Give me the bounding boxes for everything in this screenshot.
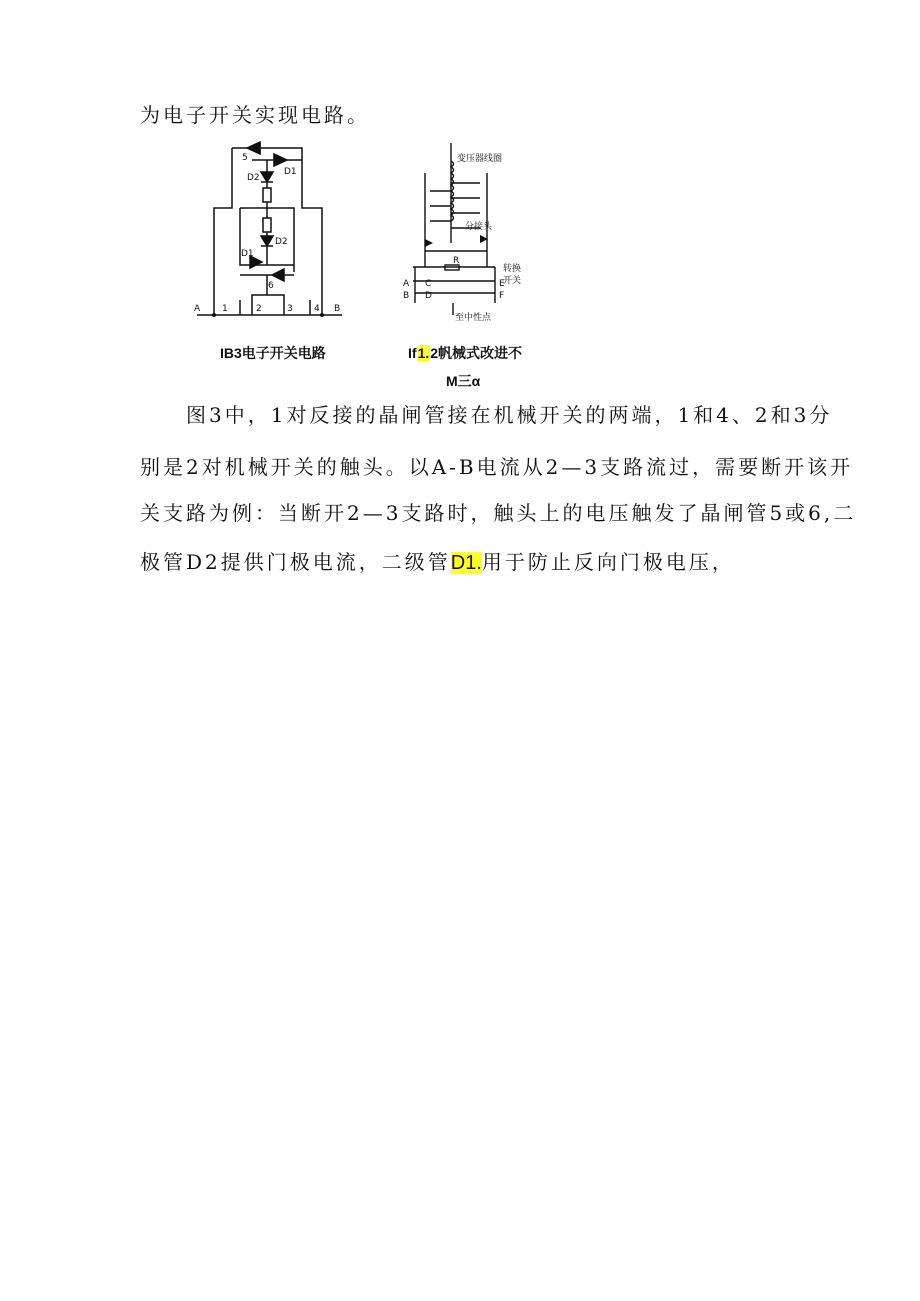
figure-right-caption-line2: M三α <box>446 373 481 389</box>
label-3: 3 <box>287 304 293 314</box>
label-C: C <box>425 279 432 289</box>
label-A: A <box>403 279 410 289</box>
label-switch-1: 转换 <box>503 264 522 274</box>
label-2: 2 <box>256 304 262 314</box>
figure-tap-changer <box>395 143 535 325</box>
caption-prefix: If <box>408 345 417 361</box>
paragraph-line-3: 关支路为例：当断开2—3支路时，触头上的电压触发了晶闸管5或6,二 <box>140 501 857 525</box>
line4-highlight: D1. <box>450 552 482 574</box>
label-E: E <box>499 279 505 289</box>
label-d1-bottom: D1 <box>241 249 254 259</box>
label-tap: 分接头 <box>465 222 493 232</box>
label-6: 6 <box>268 281 274 291</box>
label-coil: 变压器线圈 <box>457 154 503 164</box>
circuit-diagram <box>192 140 352 325</box>
figure-right-caption <box>408 343 522 363</box>
caption-suffix: 2帆械式改进不 <box>430 345 523 361</box>
label-5: 5 <box>242 153 248 163</box>
paragraph-line-4 <box>140 548 735 577</box>
label-D: D <box>425 291 432 301</box>
line4-before: 极管D2提供门极电流，二级管 <box>140 550 451 574</box>
label-B: B <box>403 291 410 301</box>
label-B: B <box>334 304 341 314</box>
intro-line: 为电子开关实现电路。 <box>140 103 370 127</box>
figure-3-caption: IB3电子开关电路 <box>220 345 326 361</box>
label-F: F <box>499 291 505 301</box>
label-d1-top: D1 <box>284 167 297 177</box>
label-neutral: 至中性点 <box>455 313 492 323</box>
figure-electronic-switch <box>192 140 352 325</box>
label-4: 4 <box>314 304 320 314</box>
label-d2-top: D2 <box>247 173 260 183</box>
label-R: R <box>453 256 460 266</box>
paragraph-line-1: 图3中，1对反接的晶闸管接在机械开关的两端，1和4、2和3分 <box>186 403 833 427</box>
tap-changer-diagram <box>395 143 535 325</box>
label-d2-mid: D2 <box>275 237 288 247</box>
line4-after: 用于防止反向门极电压， <box>481 550 735 574</box>
label-switch-2: 开关 <box>503 276 522 286</box>
paragraph-line-2: 别是2对机械开关的触头。以A-B电流从2—3支路流过，需要断开该开 <box>140 455 854 479</box>
label-A: A <box>194 304 201 314</box>
label-1: 1 <box>222 304 228 314</box>
caption-highlight: 1. <box>417 345 430 361</box>
